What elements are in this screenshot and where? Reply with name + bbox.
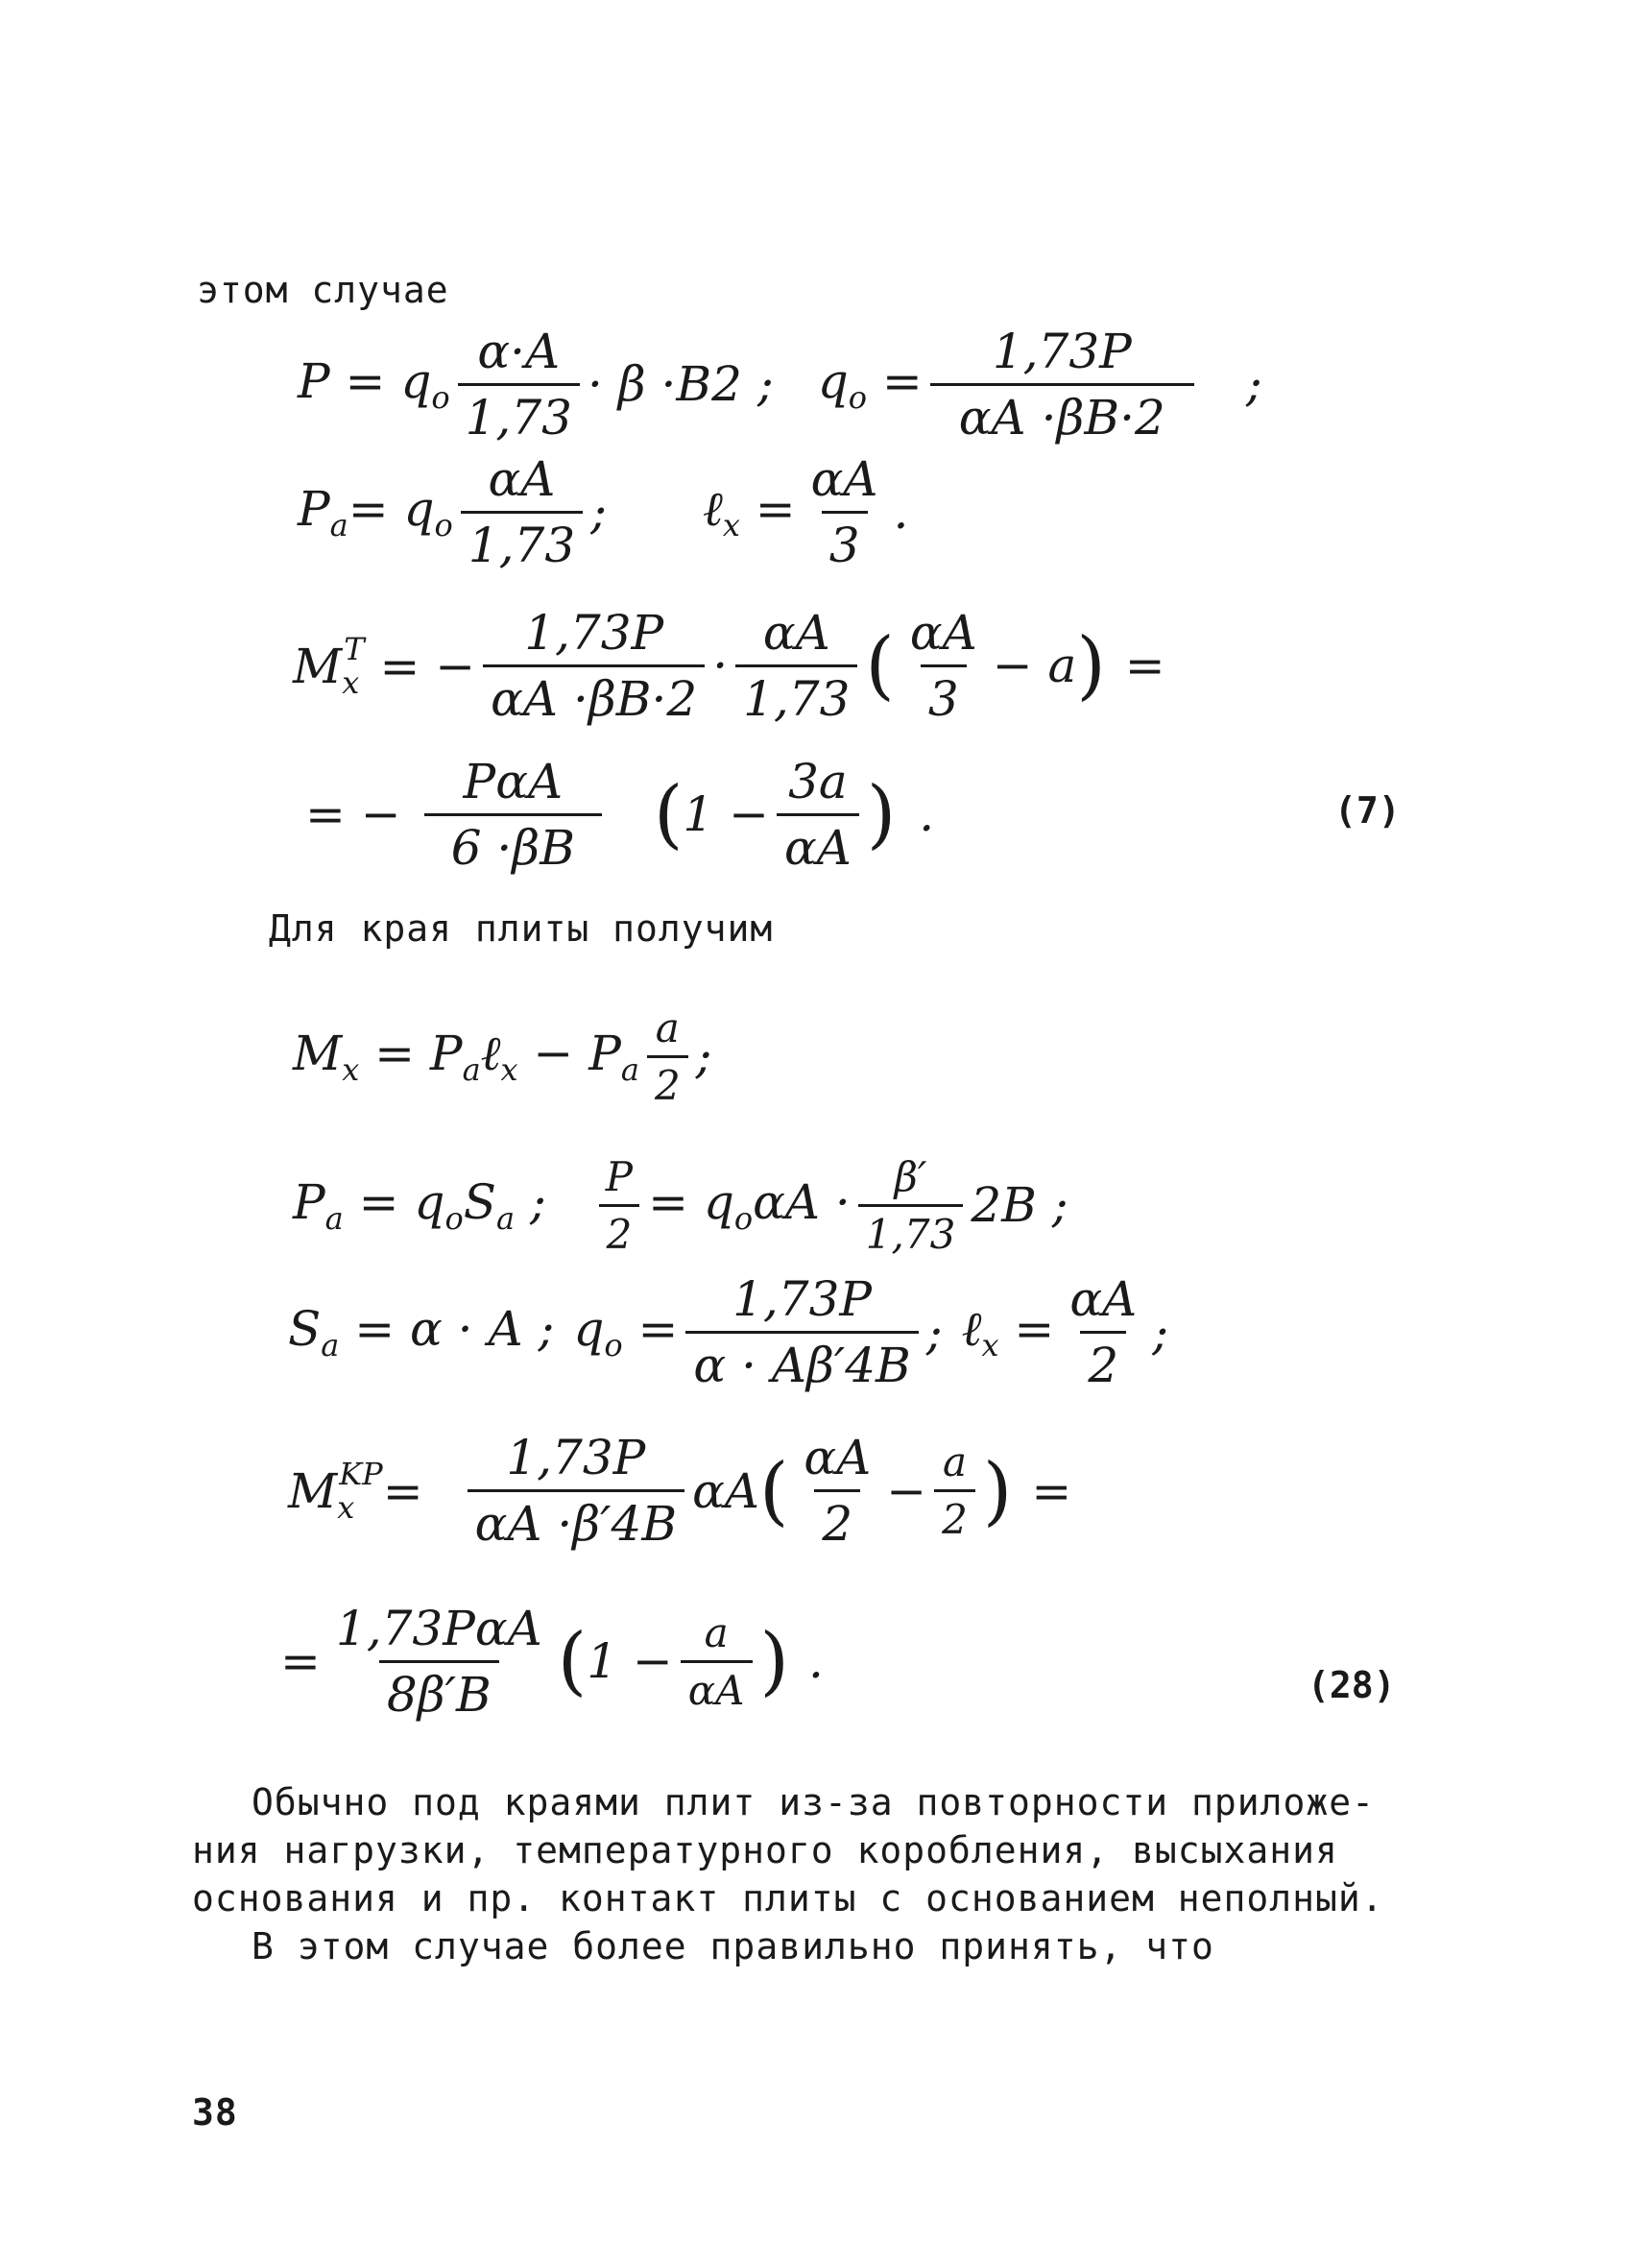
fraction-a-over-2: $\frac{a}{2}$ (647, 1004, 688, 1109)
fraction-alphaa-over-2-second: $\frac{\alpha A}{2}$ (804, 1430, 872, 1552)
equation-pa-sa (293, 1143, 1068, 1267)
equation-9-period: . (807, 1633, 824, 1689)
equation-1-tail: · β ·B2 ; (587, 356, 774, 412)
equation-4-lead: = − (305, 786, 401, 842)
equation-mxkp-symbol: $M_x^{KP}=$ (288, 1456, 423, 1526)
equation-load-definition (298, 323, 1262, 446)
equation-3-equals: = (1124, 638, 1165, 693)
equation-moment-kp-result (280, 1599, 824, 1724)
equation-number-7: (7) (1334, 789, 1401, 832)
equation-number-28: (28) (1308, 1664, 1396, 1706)
equation-q0-symbol: $q_o$ = (817, 352, 923, 416)
fraction-173palphaa-over-8bb: $\frac{\text{1,73PαA}}{8\beta'B}$ (335, 1600, 542, 1723)
equation-mx-edge (293, 999, 712, 1114)
equation-mxt-symbol: $M_x^T$ = − (293, 630, 476, 701)
equation-pa-symbol: $P_a= q_o$ (298, 480, 453, 543)
page-number: 38 (192, 2091, 238, 2134)
equation-5-main: $M_x$ = $P_a\ell_x - P_a$ (293, 1025, 639, 1088)
left-paren-3: ( (758, 1447, 789, 1534)
equation-3-dot: · (712, 638, 729, 693)
fraction-alphaa-over-3-second: $\frac{\alpha A}{3}$ (909, 604, 977, 727)
right-paren: ) (1076, 622, 1106, 709)
fraction-173p-over-alphaab4b: $\frac{1,73P}{\alpha \cdot A\beta'4B}$ (685, 1271, 918, 1393)
right-paren-4: ) (759, 1618, 789, 1704)
fraction-alpha-a-over-173: $\frac{\alpha\cdot A}{1,73}$ (458, 324, 580, 446)
fraction-palphaa-over-6bb: $\frac{\text{PαA}}{6 \cdot\beta B}$ (424, 754, 602, 876)
equation-7-semicolon: ; (925, 1304, 943, 1361)
fraction-3a-over-alphaa: $\frac{3a}{\alpha A}$ (777, 754, 859, 876)
equation-7-end: ; (1152, 1304, 1169, 1361)
equation-4-period: . (919, 786, 935, 842)
equation-7-q0: $q_o$ = (573, 1301, 679, 1363)
equation-5-semicolon: ; (695, 1028, 712, 1084)
right-paren-3: ) (982, 1447, 1013, 1534)
equation-1-symbol: $P = q_o$ (298, 352, 450, 416)
equation-7-sa: $S_a = \alpha \cdot A$ ; (288, 1301, 555, 1363)
left-paren-2: ( (653, 771, 684, 857)
equation-8-alphaa: αA (692, 1462, 759, 1519)
equation-moment-kp (288, 1431, 1071, 1551)
equation-sa-q0-lx (288, 1272, 1168, 1392)
equation-6-mid: = $q_o\alpha A$ · (648, 1173, 851, 1237)
equation-8-equals: = (1031, 1462, 1072, 1519)
fraction-173p-over-alphaabb2-second: $\frac{1,73P}{\alpha A \cdot\beta B\cdot 2}$ (483, 605, 705, 727)
fraction-p-over-2: $\frac{P}{2}$ (598, 1153, 640, 1258)
left-paren-4: ( (557, 1618, 588, 1704)
equation-2-semicolon: ; (590, 484, 607, 540)
fraction-173p-over-alphaabb2: $\frac{1,73P}{\alpha A \cdot\beta B\cdot 2}$ (930, 324, 1194, 446)
fraction-a-over-2-second: $\frac{a}{2}$ (934, 1438, 975, 1543)
fraction-alphaa-over-3: $\frac{\alpha A}{3}$ (810, 450, 878, 573)
paragraph-line-4: В этом случае более правильно принять, что (252, 1925, 1214, 1967)
fraction-alphaa-over-173-second: $\frac{\alpha A}{1,73}$ (735, 605, 857, 727)
fraction-alphaa-over-173: $\frac{\alpha A}{1,73}$ (461, 451, 583, 573)
equation-moment-t (293, 603, 1165, 728)
fraction-173p-over-alphaab4b-second: $\frac{1,73P}{\alpha A \cdot\beta'4B}$ (468, 1430, 684, 1552)
left-paren: ( (865, 622, 895, 709)
equation-9-one-minus: 1 − (587, 1633, 673, 1689)
equation-8-minus: − (886, 1462, 927, 1519)
paragraph-line-1: Обычно под краями плит из-за повторности приложе- (252, 1781, 1376, 1823)
equation-2-period: . (893, 484, 909, 540)
equation-9-lead: = (280, 1633, 321, 1689)
equation-pa-lx (298, 450, 909, 573)
equation-1-semicolon: ; (1245, 356, 1262, 412)
fraction-bprime-over-173: $\frac{\beta'}{1,73}$ (858, 1153, 964, 1258)
equation-7-lx: ℓ$_x$ = (961, 1301, 1055, 1363)
right-paren-2: ) (866, 771, 897, 857)
equation-6-pa: $P_a = q_oS_a$ ; (293, 1173, 546, 1237)
equation-3-minus-a: − a (992, 638, 1077, 693)
fraction-a-over-alphaa: $\frac{a}{\alpha A}$ (681, 1609, 753, 1714)
equation-moment-t-result (305, 752, 934, 877)
section-text: Для края плиты получим (269, 907, 774, 950)
equation-lx-symbol: ℓ$_x$ = (702, 480, 796, 543)
equation-6-tail: 2B ; (971, 1177, 1068, 1233)
intro-text: этом случае (197, 269, 449, 311)
fraction-alphaa-over-2: $\frac{\alpha A}{2}$ (1069, 1271, 1138, 1393)
equation-4-one-minus: 1 − (683, 786, 769, 842)
paragraph-line-3: основания и пр. контакт плиты с основанием неполный. (192, 1877, 1384, 1919)
paragraph-line-2: ния нагрузки, температурного коробления, высыхания (192, 1829, 1338, 1871)
